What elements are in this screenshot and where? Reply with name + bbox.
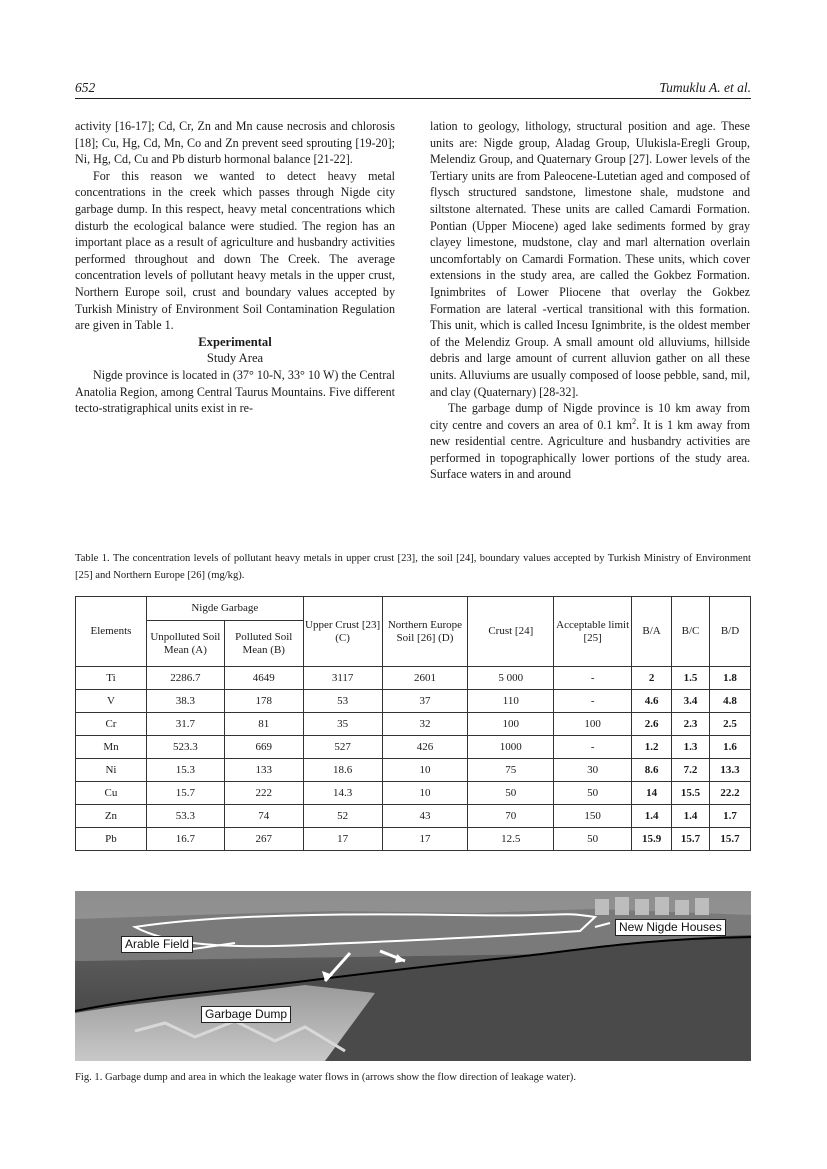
table-cell: 50	[554, 782, 632, 805]
table-cell: Cu	[76, 782, 147, 805]
table-row	[76, 828, 751, 851]
table-row	[76, 736, 751, 759]
header-nigde-garbage: Nigde Garbage	[146, 597, 303, 621]
paragraph: For this reason we wanted to detect heavy metal concentrations in the creek which passes through Nigde city garbage dump. In this respect, heavy metal concentrations which disturb the ecological balance were studied. The region has an important place as a result of agriculture and husbandry activities performed throughout and down The Creek. The average concentration levels of pollutant heavy metals in the upper crust, Northern Europe soil, crust and boundary values accepted by Turkish Ministry of Environment Soil Contamination Regulation are given in Table 1.	[75, 168, 395, 333]
table-cell: 15.3	[146, 759, 224, 782]
table-cell: 12.5	[468, 828, 554, 851]
table-row	[76, 759, 751, 782]
header-b-c: B/C	[672, 597, 710, 667]
table-cell: 4649	[224, 667, 303, 690]
table-cell: 1.2	[632, 736, 672, 759]
table-cell: 669	[224, 736, 303, 759]
table-cell: Cr	[76, 713, 147, 736]
table-cell: 1.4	[632, 805, 672, 828]
table-cell: 4.6	[632, 690, 672, 713]
table-cell: 43	[382, 805, 468, 828]
table-cell: 70	[468, 805, 554, 828]
left-column	[75, 118, 395, 417]
superscript: 2	[632, 416, 637, 426]
header-b-d: B/D	[709, 597, 750, 667]
table-cell: -	[554, 736, 632, 759]
table-cell: 32	[382, 713, 468, 736]
table-row	[76, 667, 751, 690]
header-elements: Elements	[76, 597, 147, 667]
table-body	[76, 667, 751, 851]
figure-photo	[75, 891, 751, 1061]
paragraph-text: The garbage dump of Nigde province is 10 km away from city centre and covers an area of 0.1 km	[430, 401, 750, 432]
table-cell: 2.6	[632, 713, 672, 736]
section-heading: Experimental	[198, 334, 272, 349]
table-cell: 15.5	[672, 782, 710, 805]
landscape-photo	[75, 891, 751, 1061]
table-cell: 16.7	[146, 828, 224, 851]
table-cell: 1.4	[672, 805, 710, 828]
header-polluted: Polluted Soil Mean (B)	[224, 621, 303, 667]
table-cell: 13.3	[709, 759, 750, 782]
table-cell: 3117	[303, 667, 382, 690]
running-authors: Tumuklu A. et al.	[659, 80, 751, 95]
table-cell: 1.3	[672, 736, 710, 759]
table-cell: 1.6	[709, 736, 750, 759]
table-cell: 100	[468, 713, 554, 736]
table-cell: 30	[554, 759, 632, 782]
table-cell: 81	[224, 713, 303, 736]
right-column	[430, 118, 750, 483]
table-cell: 15.7	[672, 828, 710, 851]
table-cell: 15.7	[709, 828, 750, 851]
header-upper-crust: Upper Crust [23] (C)	[303, 597, 382, 667]
table-cell: -	[554, 667, 632, 690]
paragraph: lation to geology, lithology, structural position and age. These units are: Nigde group, Aladag Group, Ulukisla-Eregli Group, Melendiz Group, and Quaternary Group [27]. Lower levels of the Tertiary units are from Paleocene-Lutetian aged and composed of flysch structured sandstone, limestone shale, mudstone and siltstone alternated. These units are called Camardi Formation. Pontian (Upper Miocene) aged lake sediments formed by gray clayey limestone, mudstone, clay and marl alternation overlain uncomfortably on Camardi Formation. These units, which cover extensions in the study area, are called the Gokbez Formation. Ignimbrites of Lower Pliocene that overlay the Gokbez Formation are lateral -vertical transitional with this formation. This unit, which is called Incesu Ignimbrite, is the oldest member of the Melendiz Group. A small amount old alluviums, hillside debris and large amount of current alluvion gather on all these units. Alluviums are usually composed of loose pebble, sand, mil, and clay (Quaternary) [28-32].	[430, 119, 750, 399]
figure-label-garbage-dump: Garbage Dump	[201, 1006, 291, 1023]
table-row	[76, 713, 751, 736]
table-cell: 523.3	[146, 736, 224, 759]
table-cell: 426	[382, 736, 468, 759]
table-cell: 53.3	[146, 805, 224, 828]
table-cell: 31.7	[146, 713, 224, 736]
table-cell: 267	[224, 828, 303, 851]
header-crust: Crust [24]	[468, 597, 554, 667]
table-cell: Zn	[76, 805, 147, 828]
table-cell: 1.5	[672, 667, 710, 690]
table-cell: 2	[632, 667, 672, 690]
table-cell: 3.4	[672, 690, 710, 713]
table-cell: 2286.7	[146, 667, 224, 690]
table-cell: 50	[554, 828, 632, 851]
paragraph: activity [16-17]; Cd, Cr, Zn and Mn cause necrosis and chlorosis [18]; Cu, Hg, Cd, Mn, Co and Zn prevent seed sprouting [19-20]; Ni, Hg, Cd, Cu and Pb disturb hormonal balance [21-22].	[75, 119, 395, 167]
table-cell: 37	[382, 690, 468, 713]
data-table	[75, 596, 751, 851]
table-cell: 222	[224, 782, 303, 805]
paragraph-text: . It is 1 km away from new residential centre. Agriculture and husbandry activities are performed in topographically lower portions of the study area. Surface waters in and around	[430, 417, 750, 482]
table-cell: 22.2	[709, 782, 750, 805]
table-cell: 1000	[468, 736, 554, 759]
table-cell: 178	[224, 690, 303, 713]
table-cell: 1.8	[709, 667, 750, 690]
table-row	[76, 805, 751, 828]
table-cell: 17	[382, 828, 468, 851]
table-cell: 2.5	[709, 713, 750, 736]
table-cell: 133	[224, 759, 303, 782]
header-unpolluted: Unpolluted Soil Mean (A)	[146, 621, 224, 667]
table-cell: 74	[224, 805, 303, 828]
table-cell: 17	[303, 828, 382, 851]
table-cell: 18.6	[303, 759, 382, 782]
table-cell: 14	[632, 782, 672, 805]
header-acceptable-limit: Acceptable limit [25]	[554, 597, 632, 667]
table-cell: 53	[303, 690, 382, 713]
table-row	[76, 782, 751, 805]
figure-label-new-houses: New Nigde Houses	[615, 919, 726, 936]
table-cell: Ti	[76, 667, 147, 690]
table-cell: 75	[468, 759, 554, 782]
figure-caption: Fig. 1. Garbage dump and area in which the leakage water flows in (arrows show the flow direction of leakage water).	[75, 1072, 576, 1083]
table-cell: 52	[303, 805, 382, 828]
table-cell: Ni	[76, 759, 147, 782]
table-cell: V	[76, 690, 147, 713]
table-cell: Pb	[76, 828, 147, 851]
header-northern-europe: Northern Europe Soil [26] (D)	[382, 597, 468, 667]
table-cell: 10	[382, 759, 468, 782]
running-header	[75, 80, 751, 99]
table-cell: 50	[468, 782, 554, 805]
table-row	[76, 690, 751, 713]
table-cell: 35	[303, 713, 382, 736]
table-cell: Mn	[76, 736, 147, 759]
table-cell: 15.7	[146, 782, 224, 805]
table-cell: 1.7	[709, 805, 750, 828]
figure-label-arable-field: Arable Field	[121, 936, 193, 953]
table-cell: 8.6	[632, 759, 672, 782]
table-cell: -	[554, 690, 632, 713]
table-cell: 100	[554, 713, 632, 736]
table-cell: 15.9	[632, 828, 672, 851]
table-cell: 4.8	[709, 690, 750, 713]
paragraph: Nigde province is located in (37° 10-N, 33° 10 W) the Central Anatolia Region, among Central Taurus Mountains. Five different tecto-stratigraphical units exist in re-	[75, 367, 395, 416]
paragraph	[430, 400, 750, 483]
table-cell: 7.2	[672, 759, 710, 782]
table-caption: Table 1. The concentration levels of pollutant heavy metals in upper crust [23], the soil [24], boundary values accepted by Turkish Ministry of Environment [25] and Northern Europe [26] (mg/kg).	[75, 553, 751, 581]
table-cell: 527	[303, 736, 382, 759]
page-number: 652	[75, 80, 96, 95]
table-cell: 2601	[382, 667, 468, 690]
table-cell: 110	[468, 690, 554, 713]
subsection-heading: Study Area	[206, 351, 264, 366]
table-cell: 150	[554, 805, 632, 828]
table-cell: 10	[382, 782, 468, 805]
table-cell: 2.3	[672, 713, 710, 736]
table-cell: 14.3	[303, 782, 382, 805]
header-b-a: B/A	[632, 597, 672, 667]
table-cell: 5 000	[468, 667, 554, 690]
table-cell: 38.3	[146, 690, 224, 713]
